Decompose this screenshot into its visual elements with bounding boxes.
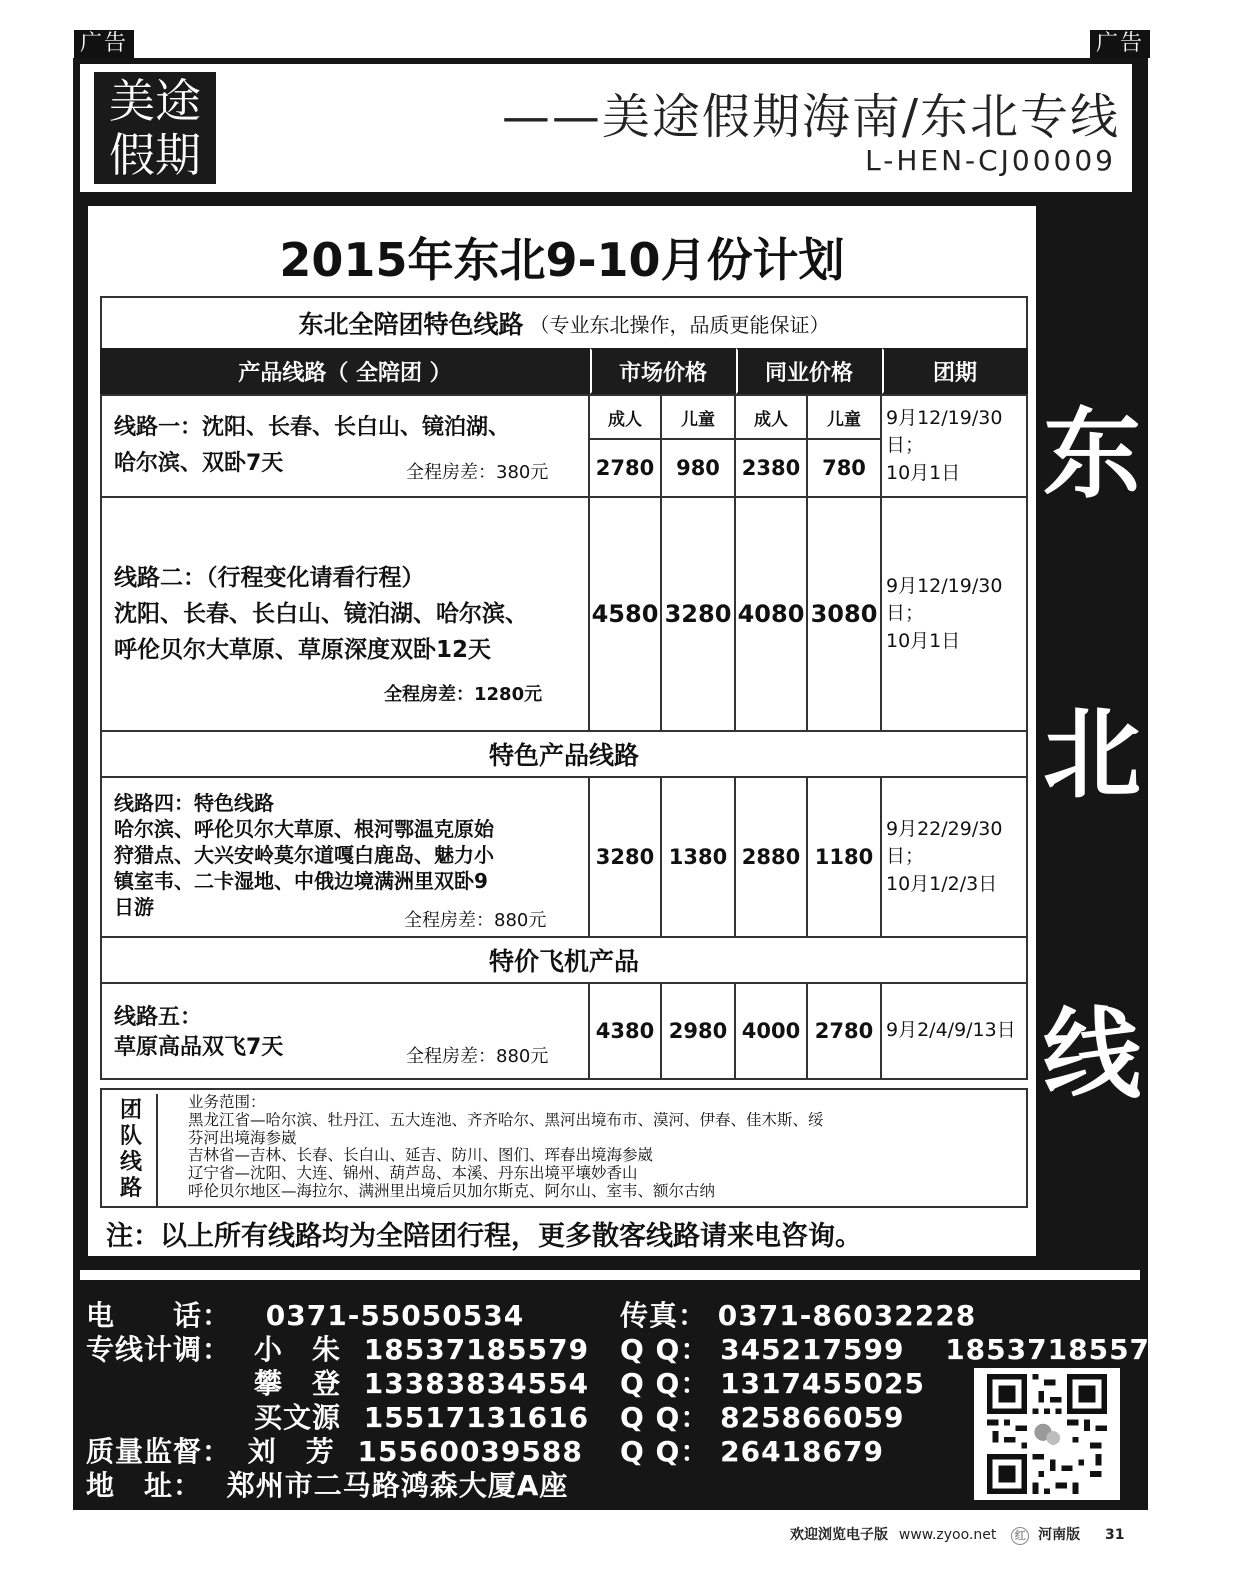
fax-label: 传真： (620, 1299, 708, 1332)
group-routes-line5: 呼伦贝尔地区—海拉尔、满洲里出境后贝加尔斯克、阿尔山、室韦、额尔古纳 (188, 1181, 716, 1200)
group-routes-line3: 吉林省—吉林、长春、长白山、延吉、防川、图们、珲春出境海参崴 (188, 1146, 654, 1165)
footer-site[interactable]: www.zyoo.net (898, 1527, 997, 1543)
route5-market-adult: 4380 (588, 982, 662, 1080)
planner1-qq-label: Q Q： (620, 1333, 710, 1366)
section-banner-3 (100, 936, 1028, 984)
section1-note: （专业东北操作，品质更能保证） (529, 312, 830, 337)
quality-name: 刘 芳 (247, 1435, 335, 1468)
route1-date1: 9月12/19/30日； (886, 406, 1003, 457)
planner1-phone: 18537185579 (363, 1333, 590, 1366)
section-banner-2 (100, 730, 1028, 778)
ad-label-left: 广告 (74, 30, 134, 58)
section1-title: 东北全陪团特色线路 (298, 310, 524, 339)
side-title-char3: 线 (1042, 998, 1141, 1112)
side-title-char2: 北 (1042, 698, 1141, 812)
route5-trade-adult: 4000 (734, 982, 808, 1080)
phone-label: 电 话： (86, 1299, 232, 1332)
route5-dates (880, 982, 1028, 1080)
route1-trade-child: 780 (806, 438, 882, 498)
route2-date1: 9月12/19/30日； (886, 574, 1003, 625)
planner3-qq: 825866059 (720, 1401, 905, 1434)
route1-market-child: 980 (660, 438, 736, 498)
route2-line3: 呼伦贝尔大草原、草原深度双卧12天 (114, 637, 492, 663)
route4-line5: 日游 (114, 895, 154, 919)
route2-surcharge: 全程房差：1280元 (384, 684, 543, 705)
planner2-qq-label: Q Q： (620, 1367, 710, 1400)
logo-line2: 假期 (109, 128, 201, 182)
divider (80, 1270, 1140, 1280)
planner2-qq: 1317455025 (720, 1367, 925, 1400)
group-routes-line1: 黑龙江省—哈尔滨、牡丹江、五大连池、齐齐哈尔、黑河出境布市、漠河、伊春、佳木斯、绥 (188, 1110, 824, 1129)
route4-market-child: 1380 (660, 776, 736, 938)
route2-line1: 线路二：（行程变化请看行程） (114, 565, 425, 591)
group-routes-line0: 业务范围： (188, 1093, 266, 1111)
plan-title: 2015年东北9-10月份计划 (279, 233, 845, 287)
qr-code-icon (974, 1368, 1120, 1500)
footer-welcome: 欢迎浏览电子版 (790, 1527, 888, 1543)
route1-trade-child-label: 儿童 (806, 394, 882, 440)
planner2-phone: 13383834554 (363, 1367, 590, 1400)
route4-desc (100, 776, 590, 938)
col-header-period: 团期 (882, 348, 1028, 394)
route2-line2: 沈阳、长春、长白山、镜泊湖、哈尔滨、 (114, 601, 528, 627)
route1-market-adult: 2780 (588, 438, 662, 498)
planner3-phone: 15517131616 (363, 1401, 590, 1434)
planner1-name: 小 朱 (254, 1333, 342, 1366)
address-label: 地 址： (86, 1469, 203, 1502)
route1-desc (100, 394, 590, 498)
fax-number: 0371-86032228 (717, 1299, 977, 1332)
route2-trade-adult: 4080 (734, 496, 808, 732)
route2-desc (100, 496, 590, 732)
route4-line4: 镇室韦、二卡湿地、中俄边境满洲里双卧9 (114, 869, 488, 893)
logo-line1: 美途 (109, 74, 201, 128)
planner2-name: 攀 登 (254, 1367, 342, 1400)
section-banner-1 (100, 296, 1028, 350)
col-header-route: 产品线路（ 全陪团 ） (100, 348, 590, 394)
route4-market-adult: 3280 (588, 776, 662, 938)
group-routes-box (100, 1088, 1028, 1208)
group-routes-divider (156, 1094, 158, 1206)
planner3-qq-label: Q Q： (620, 1401, 710, 1434)
side-title-char1: 东 (1042, 398, 1141, 512)
route1-line2: 哈尔滨、双卧7天 (114, 451, 284, 476)
route2-market-adult: 4580 (588, 496, 662, 732)
route5-market-child: 2980 (660, 982, 736, 1080)
group-routes-line4: 辽宁省—沈阳、大连、锦州、葫芦岛、本溪、丹东出境平壤妙香山 (188, 1164, 638, 1183)
quality-qq-label: Q Q： (620, 1435, 710, 1468)
route4-dates (880, 776, 1028, 938)
planner-label: 专线计调： (86, 1333, 232, 1366)
route4-line1: 线路四：特色线路 (114, 791, 274, 815)
header (80, 64, 1132, 192)
route1-market-child-label: 儿童 (660, 394, 736, 440)
route1-trade-adult: 2380 (734, 438, 808, 498)
phone-number: 0371-55050534 (265, 1299, 525, 1332)
slogan: ——美途假期海南/东北专线 (501, 89, 1120, 145)
route4-date2: 10月1/2/3日 (886, 872, 998, 895)
footer-edition: 河南版 (1038, 1527, 1081, 1543)
route2-trade-child: 3080 (806, 496, 882, 732)
route2-market-child: 3280 (660, 496, 736, 732)
route4-line2: 哈尔滨、呼伦贝尔大草原、根河鄂温克原始 (114, 817, 494, 841)
route5-line1: 线路五： (114, 1005, 203, 1030)
route4-date1: 9月22/29/30日； (886, 817, 1003, 868)
route5-trade-child: 2780 (806, 982, 882, 1080)
address: 郑州市二马路鸿森大厦A座 (226, 1469, 569, 1502)
section3-title: 特价飞机产品 (488, 947, 639, 976)
quality-qq: 26418679 (720, 1435, 884, 1468)
group-routes-line2: 芬河出境海参崴 (188, 1128, 297, 1147)
route2-dates (880, 496, 1028, 732)
route4-trade-adult: 2880 (734, 776, 808, 938)
plan-panel (88, 206, 1036, 1256)
route1-trade-adult-label: 成人 (734, 394, 808, 440)
route5-desc (100, 982, 590, 1080)
section2-title: 特色产品线路 (488, 741, 639, 770)
quality-phone: 15560039588 (357, 1435, 583, 1468)
planner3-name: 买文源 (254, 1401, 342, 1434)
newspaper-brand-icon: 红 (1011, 1527, 1029, 1545)
route5-line2: 草原高品双飞7天 (114, 1035, 284, 1060)
planner1-qq: 345217599 (720, 1333, 905, 1366)
col-header-trade: 同业价格 (736, 348, 882, 394)
note: 注：以上所有线路均为全陪团行程，更多散客线路请来电咨询。 (106, 1221, 862, 1252)
route4-surcharge: 全程房差：880元 (404, 910, 547, 931)
license-number: L-HEN-CJ00009 (865, 144, 1116, 177)
route4-line3: 狩猎点、大兴安岭莫尔道嘎白鹿岛、魅力小 (114, 843, 494, 867)
brand-logo (94, 72, 216, 184)
ad-label-right: 广告 (1090, 30, 1150, 58)
page-number: 31 (1104, 1527, 1125, 1543)
route2-date2: 10月1日 (886, 629, 961, 652)
route1-surcharge: 全程房差：380元 (406, 462, 549, 483)
route1-date2: 10月1日 (886, 461, 961, 484)
quality-label: 质量监督： (86, 1435, 232, 1468)
route1-market-adult-label: 成人 (588, 394, 662, 440)
col-header-market: 市场价格 (590, 348, 736, 394)
planner1-extra: 18537185579 (945, 1333, 1171, 1366)
route5-date1: 9月2/4/9/13日 (886, 1019, 1016, 1042)
footer (790, 1524, 1124, 1545)
route4-trade-child: 1180 (806, 776, 882, 938)
route5-surcharge: 全程房差：880元 (406, 1046, 549, 1067)
route1-dates (880, 394, 1028, 498)
group-routes-label: 团队线路 (119, 1098, 142, 1201)
route1-line1: 线路一：沈阳、长春、长白山、镜泊湖、 (114, 415, 511, 440)
side-title (1040, 400, 1144, 1300)
